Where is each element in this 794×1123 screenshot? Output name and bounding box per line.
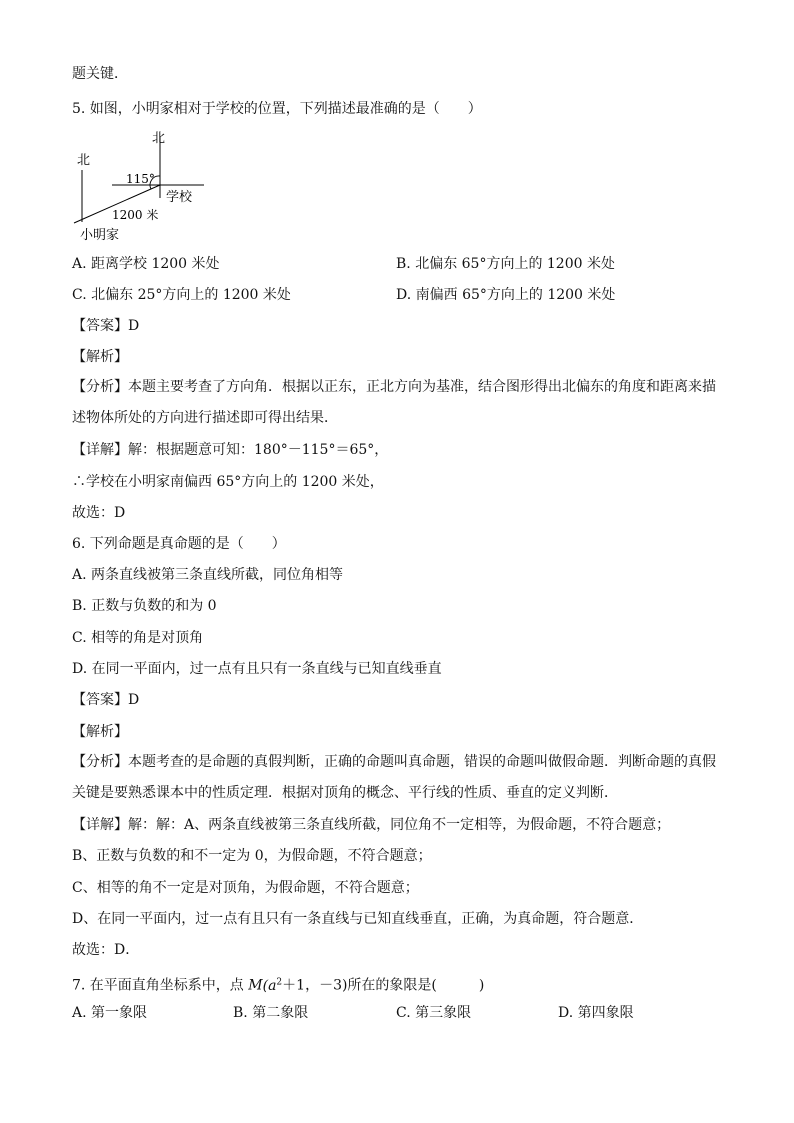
q5-detail: 【详解】解：根据题意可知：180°－115°＝65°， <box>72 442 389 458</box>
q5-option-c: C. 北偏东 25°方向上的 1200 米处 <box>72 287 291 303</box>
angle-label: 115° <box>126 172 155 186</box>
q7-option-c: C. 第三象限 <box>396 1005 472 1021</box>
q7-option-a: A. 第一象限 <box>72 1005 148 1021</box>
q7-point-m: M <box>248 977 263 994</box>
q5-answer: 【答案】D <box>72 318 140 334</box>
q5-conclusion: ∴学校在小明家南偏西 65°方向上的 1200 米处， <box>72 474 384 490</box>
q6-detail-c: C、相等的角不一定是对顶角，为假命题，不符合题意； <box>72 880 419 896</box>
q6-answer: 【答案】D <box>72 692 140 708</box>
question-7 <box>72 972 484 996</box>
q7-option-d: D. 第四象限 <box>558 1005 634 1021</box>
q7-option-b: B. 第二象限 <box>233 1005 309 1021</box>
q6-analysis: 【分析】本题考查的是命题的真假判断，正确的命题叫真命题，错误的命题叫做假命题．判断命题的真假关键是要熟悉课本中的性质定理．根据对顶角的概念、平行线的性质、垂直的定义判断． <box>72 754 716 801</box>
q6-detail-b: B、正数与负数的和不一定为 0，为假命题，不符合题意； <box>72 848 432 864</box>
q5-option-a: A. 距离学校 1200 米处 <box>72 256 220 272</box>
q5-analysis: 【分析】本题主要考查了方向角．根据以正东，正北方向为基准，结合图形得出北偏东的角度和距离来描述物体所处的方向进行描述即可得出结果． <box>72 379 716 426</box>
q6-choice: 故选：D． <box>72 942 140 958</box>
question-6: 6. 下列命题是真命题的是（ ） <box>72 536 286 552</box>
q7-text-post: ＋1，－3)所在的象限是( ) <box>282 977 485 994</box>
distance-label: 1200 米 <box>112 208 159 222</box>
q5-option-b: B. 北偏东 65°方向上的 1200 米处 <box>396 256 615 272</box>
q6-option-a: A. 两条直线被第三条直线所截，同位角相等 <box>72 567 344 583</box>
home-label: 小明家 <box>80 228 120 243</box>
q6-option-c: C. 相等的角是对顶角 <box>72 630 204 646</box>
q6-explanation-heading: 【解析】 <box>72 724 128 740</box>
q5-option-d: D. 南偏西 65°方向上的 1200 米处 <box>396 287 616 303</box>
text-line: 题关键． <box>72 66 128 82</box>
north-label-right: 北 <box>152 131 166 146</box>
q6-detail: 【详解】解：解：A、两条直线被第三条直线所截，同位角不一定相等，为假命题，不符合题意； <box>72 817 671 833</box>
school-label: 学校 <box>166 190 193 205</box>
q6-option-d: D. 在同一平面内，过一点有且只有一条直线与已知直线垂直 <box>72 661 442 677</box>
direction-figure <box>70 128 220 244</box>
q6-detail-d: D、在同一平面内，过一点有且只有一条直线与已知直线垂直，正确，为真命题，符合题意． <box>72 911 644 927</box>
q5-choice: 故选：D <box>72 505 126 521</box>
q7-text-pre: 7. 在平面直角坐标系中，点 <box>72 977 249 994</box>
q6-option-b: B. 正数与负数的和为 0 <box>72 598 217 614</box>
q5-explanation-heading: 【解析】 <box>72 349 128 365</box>
north-label-left: 北 <box>77 153 91 168</box>
question-5: 5. 如图，小明家相对于学校的位置，下列描述最准确的是（ ） <box>72 101 482 117</box>
q7-paren: ($a^2$ <box>262 977 283 994</box>
